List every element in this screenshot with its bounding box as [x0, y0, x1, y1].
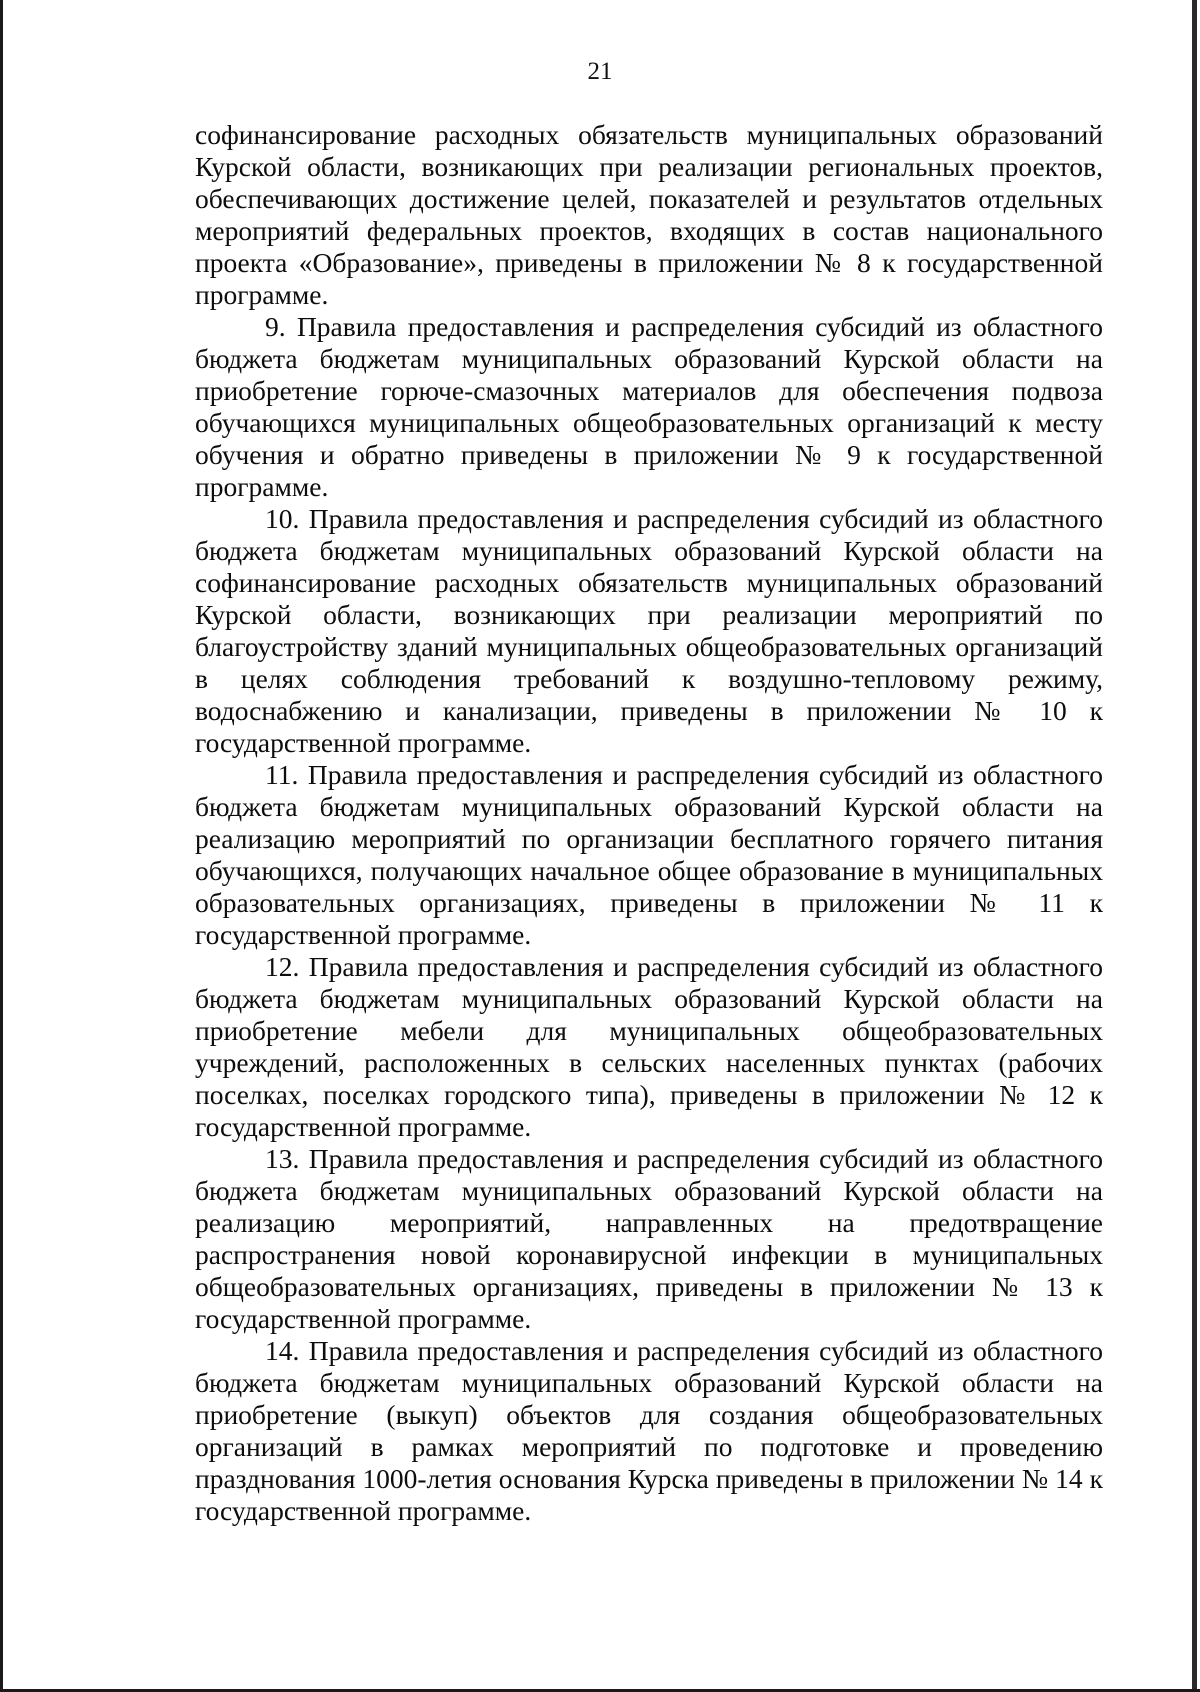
scan-right-border [1192, 0, 1197, 1692]
paragraph-item-13: 13. Правила предоставления и распределения субсидий из областного бюджета бюджетам муниципальных образований Курской области на реализацию мероприятий, направленных на предотвращение распространения новой коронавирусной инфекции в муниципальных общеобразовательных организациях, приведены в приложении № 13 к государственной программе. [195, 1143, 1103, 1334]
scan-left-border [0, 0, 3, 1692]
paragraph-continuation: софинансирование расходных обязательств муниципальных образований Курской области, возникающих при реализации региональных проектов, обеспечивающих достижение целей, показателей и результатов отдельных мероприятий федеральных проектов, входящих в состав национального проекта «Образование», приведены в приложении № 8 к государственной программе. [195, 119, 1103, 310]
page-number: 21 [587, 58, 613, 85]
paragraph-item-12: 12. Правила предоставления и распределения субсидий из областного бюджета бюджетам муниципальных образований Курской области на приобретение мебели для муниципальных общеобразовательных учреждений, расположенных в сельских населенных пунктах (рабочих поселках, поселках городского типа), приведены в приложении № 12 к государственной программе. [195, 951, 1103, 1142]
paragraph-item-11: 11. Правила предоставления и распределения субсидий из областного бюджета бюджетам муниципальных образований Курской области на реализацию мероприятий по организации бесплатного горячего питания обучающихся, получающих начальное общее образование в муниципальных образовательных организациях, приведены в приложении № 11 к государственной программе. [195, 759, 1103, 950]
paragraph-item-9: 9. Правила предоставления и распределения субсидий из областного бюджета бюджетам муниципальных образований Курской области на приобретение горюче-смазочных материалов для обеспечения подвоза обучающихся муниципальных общеобразовательных организаций к месту обучения и обратно приведены в приложении № 9 к государственной программе. [195, 311, 1103, 502]
paragraph-item-14: 14. Правила предоставления и распределения субсидий из областного бюджета бюджетам муниципальных образований Курской области на приобретение (выкуп) объектов для создания общеобразовательных организаций в рамках мероприятий по подготовке и проведению празднования 1000-летия основания Курска приведены в приложении № 14 к государственной программе. [195, 1335, 1103, 1526]
paragraph-item-10: 10. Правила предоставления и распределения субсидий из областного бюджета бюджетам муниципальных образований Курской области на софинансирование расходных обязательств муниципальных образований Курской области, возникающих при реализации мероприятий по благоустройству зданий муниципальных общеобразовательных организаций в целях соблюдения требований к воздушно-тепловому режиму, водоснабжению и канализации, приведены в приложении № 10 к государственной программе. [195, 503, 1103, 758]
document-body [195, 119, 1103, 1527]
